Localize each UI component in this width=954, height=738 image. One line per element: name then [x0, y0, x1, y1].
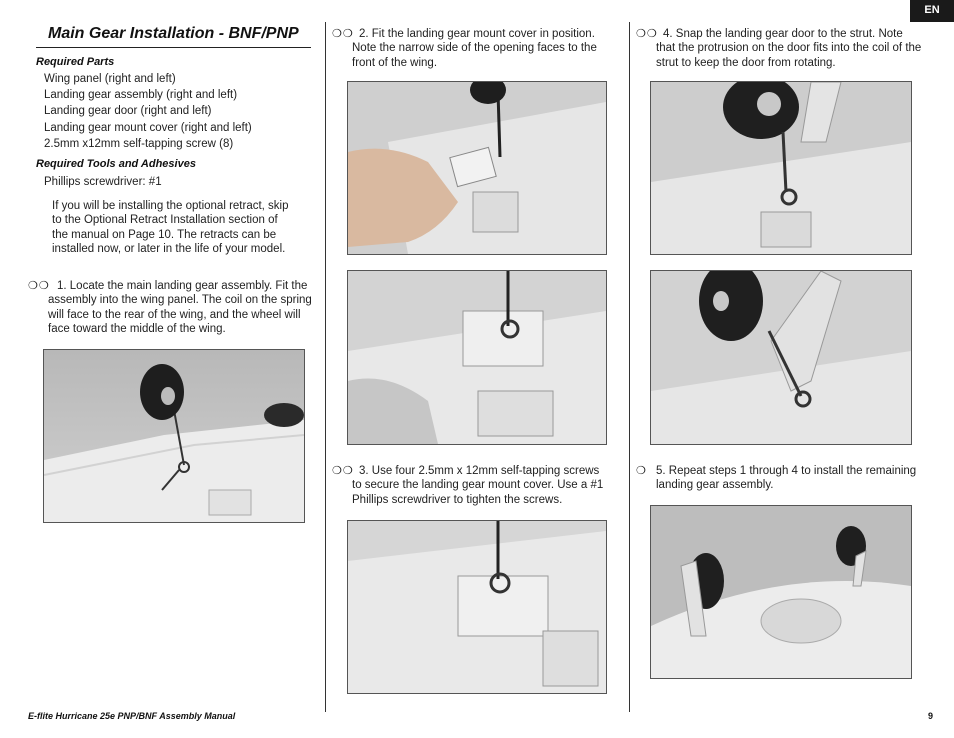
step-line: Note the narrow side of the opening faces to the: [352, 42, 597, 55]
step5-text: [656, 464, 946, 493]
photo-illustration: [348, 521, 606, 693]
step4-text: [656, 27, 946, 70]
step1-photo: [43, 349, 305, 523]
required-parts-heading: Required Parts: [36, 56, 115, 68]
step3-photo-a: [347, 270, 607, 445]
required-parts-list: [44, 71, 252, 152]
note-line: the manual on Page 10. The retracts can be: [52, 228, 277, 241]
photo-illustration: [651, 82, 911, 254]
step-line: Phillips screwdriver to tighten the screws.: [352, 493, 563, 506]
note-line: to the Optional Retract Installation section of: [52, 214, 278, 227]
note-line: installed now, or later in the life of your model.: [52, 243, 286, 256]
step2-text: [352, 27, 624, 70]
page-number: 9: [928, 711, 934, 721]
step2-photo: [347, 81, 607, 255]
step2-checkboxes[interactable]: ❍❍: [332, 27, 354, 40]
step-line: strut to keep the door from rotating.: [656, 56, 836, 69]
step-line: 5. Repeat steps 1 through 4 to install the remaining: [656, 465, 917, 477]
step5-photo: [650, 505, 912, 679]
step1-checkboxes[interactable]: ❍❍: [28, 279, 50, 292]
retract-note: [52, 199, 289, 257]
list-item: Landing gear assembly (right and left): [44, 89, 238, 102]
step4-checkboxes[interactable]: ❍❍: [636, 27, 658, 40]
step-line: 3. Use four 2.5mm x 12mm self-tapping screws: [359, 465, 600, 477]
list-item: Wing panel (right and left): [44, 73, 176, 85]
photo-illustration: [348, 271, 606, 444]
list-item: Landing gear mount cover (right and left): [44, 121, 252, 134]
language-tab: EN: [910, 0, 954, 22]
step-line: to secure the landing gear mount cover. Use a #1: [352, 479, 604, 492]
footer-manual-title: E-flite Hurricane 25e PNP/BNF Assembly Manual: [28, 711, 236, 721]
step-line: assembly into the wing panel. The coil on the spring: [48, 294, 312, 307]
photo-illustration: [651, 271, 911, 444]
photo-illustration: [651, 506, 911, 678]
step1-text: [48, 279, 323, 337]
step-line: face toward the middle of the wing.: [48, 323, 226, 336]
step4-photo-a: [650, 81, 912, 255]
step-line: front of the wing.: [352, 56, 438, 69]
step5-checkbox[interactable]: ❍: [636, 464, 647, 477]
title-underline: [36, 47, 311, 48]
step-line: 2. Fit the landing gear mount cover in position.: [359, 28, 595, 40]
photo-illustration: [44, 350, 304, 522]
step3-text: [352, 464, 624, 507]
step3-checkboxes[interactable]: ❍❍: [332, 464, 354, 477]
page-title: Main Gear Installation - BNF/PNP: [48, 25, 299, 42]
step-line: that the protrusion on the door fits into the coil of the: [656, 42, 922, 55]
list-item: Landing gear door (right and left): [44, 105, 212, 118]
list-item: Phillips screwdriver: #1: [44, 176, 162, 188]
step3-photo-b: [347, 520, 607, 694]
required-tools-heading: Required Tools and Adhesives: [36, 158, 196, 170]
column-divider: [629, 22, 630, 712]
step-line: landing gear assembly.: [656, 479, 774, 492]
step-line: 4. Snap the landing gear door to the strut. Note: [663, 28, 903, 40]
list-item: 2.5mm x12mm self-tapping screw (8): [44, 137, 234, 150]
step-line: 1. Locate the main landing gear assembly. Fit the: [57, 280, 308, 292]
photo-illustration: [348, 82, 606, 254]
note-line: If you will be installing the optional retract, skip: [52, 200, 289, 212]
column-divider: [325, 22, 326, 712]
step-line: will face to the rear of the wing, and the wheel will: [48, 308, 301, 321]
step4-photo-b: [650, 270, 912, 445]
